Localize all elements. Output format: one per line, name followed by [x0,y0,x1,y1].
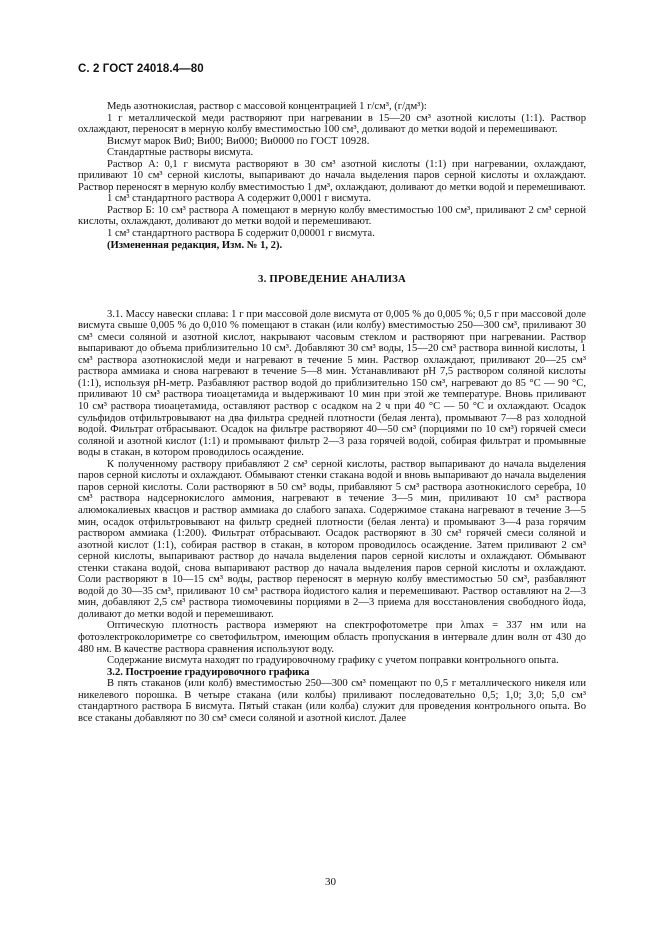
paragraph: 1 г металлической меди растворяют при нагревании в 15—20 см³ азотной кислоты (1:1). Раствор охлаждают, переносят в мерную колбу вместимостью 100 см³, доливают до метки водой и перемешивают. [78,112,586,136]
paragraph: 1 см³ стандартного раствора Б содержит 0,00001 г висмута. [107,228,375,240]
paragraph: 1 см³ стандартного раствора А содержит 0,0001 г висмута. [107,193,371,205]
subsection-title: 3.2. Построение градуировочного графика [107,666,310,678]
paragraph: Медь азотнокислая, раствор с массовой концентрацией 1 г/см³, (г/дм³): [107,101,427,112]
paragraph: Содержание висмута находят по градуировочному графику с учетом поправки контрольного опыта. [107,655,559,667]
paragraph: Висмут марок Ви0; Ви00; Ви000; Ви0000 по ГОСТ 10928. [107,135,370,147]
page-number: 30 [325,876,336,888]
revision-note: (Измененная редакция, Изм. № 1, 2). [107,239,283,251]
paragraph: Раствор А: 0,1 г висмута растворяют в 30 см³ азотной кислоты (1:1) при нагревании, охлаждают, приливают 10 см³ серной кислоты, выпаривают до начала выделения паров серной кислоты и охлаждают. Раствор переносят в мерную колбу вместимостью 1 дм³, охлаждают, доливают до метки водой и перемешивают. [78,158,586,193]
paragraph: 3.1. Массу навески сплава: 1 г при массовой доле висмута от 0,005 % до 0,005 %; 0,5 г при массовой доле висмута свыше 0,005 % до 0,010 % помещают в стакан (или колбу) вместимостью 250—300 см³, приливают 30 см³ смеси соляной и азотной кислот, накрывают часовым стеклом и растворяют при нагревании. Раствор выпаривают до объема приблизительно 10 см³. Добавляют 30 см³ воды, 15—20 см³ раствора винной кислоты, 1 см³ раствора азотнокислой меди и нагревают в течение 5 мин. Раствор охлаждают, приливают 20—25 см³ раствора аммиака и снова нагревают в течение 5—8 мин. Устанавливают pH 7,5 раствором соляной кислоты (1:1), используя pH-метр. Разбавляют раствор водой до приблизительно 150 см³, нагревают до 85 °С — 90 °С, приливают 10 см³ раствора тиоацетамида и выдерживают 10 мин при этой же температуре. Вновь приливают 10 см³ раствора тиоацетамида, оставляют раствор с осадком на 2 ч при 40 °С — 50 °С и охлаждают. Осадок сульфидов отфильтровывают на два фильтра средней плотности (белая лента), промывают 7—8 раз холодной водой. Фильтрат отбрасывают. Осадок на фильтре растворяют 40—50 см³ (порциями по 10 см³) горячей смеси соляной и азотной кислот (1:1) и промывают фильтр 2—3 раза горячей водой, собирая фильтрат и промывные воды в стакан, в котором проводилось осаждение. [78,308,586,459]
document-body [78,101,586,724]
paragraph: Раствор Б: 10 см³ раствора А помещают в мерную колбу вместимостью 100 см³, приливают 2 см³ серной кислоты, охлаждают, доливают до метки водой и перемешивают. [78,204,586,228]
paragraph: В пять стаканов (или колб) вместимостью 250—300 см³ помещают по 0,5 г металлического никеля или никелевого порошка. В четыре стакана (или колбы) приливают последовательно 0,5; 1,0; 3,0; 5,0 см³ стандартного раствора Б висмута. Пятый стакан (или колба) служит для проведения контрольного опыта. Во все стаканы добавляют по 30 см³ смеси соляной и азотной кислот. Далее [78,678,586,724]
paragraph: Стандартные растворы висмута. [107,147,254,159]
paragraph: Оптическую плотность раствора измеряют на спектрофотометре при λmax = 337 нм или на фотоэлектроколориметре со светофильтром, имеющим область пропускания в интервале длин волн от 430 до 480 нм. В качестве раствора сравнения используют воду. [78,620,586,655]
page-header: С. 2 ГОСТ 24018.4—80 [78,63,204,75]
paragraph: К полученному раствору прибавляют 2 см³ серной кислоты, раствор выпаривают до начала выделения паров серной кислоты и охлаждают. Обмывают стенки стакана водой и вновь выпаривают до начала выделения паров серной кислоты. Соли растворяют в 50 см³ воды, прибавляют 5 см³ раствора азотнокислого серебра, 10 см³ раствора надсернокислого аммония, нагревают в течение 3—5 мин, приливают 10 см³ раствора алюмокалиевых квасцов и раствор аммиака до слабого запаха. Содержимое стакана нагревают в течение 3—5 мин, осадок отфильтровывают на фильтр средней плотности (белая лента) и промывают 3—4 раза горячим раствором аммиака (1:200). Фильтрат отбрасывают. Осадок растворяют в 30 см³ горячей смеси соляной и азотной кислот (1:1), собирая раствор в стакан, в котором проводилось осаждение. Затем приливают 2 см³ серной кислоты, выпаривают раствор до начала выделения паров серной кислоты и охлаждают. Обмывают стенки стакана водой, снова выпаривают раствор до начала выделения паров серной кислоты и охлаждают. Соли растворяют в 10—15 см³ воды, раствор переносят в мерную колбу вместимостью 50 см³, разбавляют водой до 30—35 см³, приливают 10 см³ раствора йодистого калия и перемешивают. Раствор оставляют на 2—3 мин, добавляют 2,5 см³ раствора тиомочевины порциями в 2—3 приема для восстановления свободного йода, доливают до метки водой и перемешивают. [78,458,586,620]
section-title: 3. ПРОВЕДЕНИЕ АНАЛИЗА [258,273,406,286]
